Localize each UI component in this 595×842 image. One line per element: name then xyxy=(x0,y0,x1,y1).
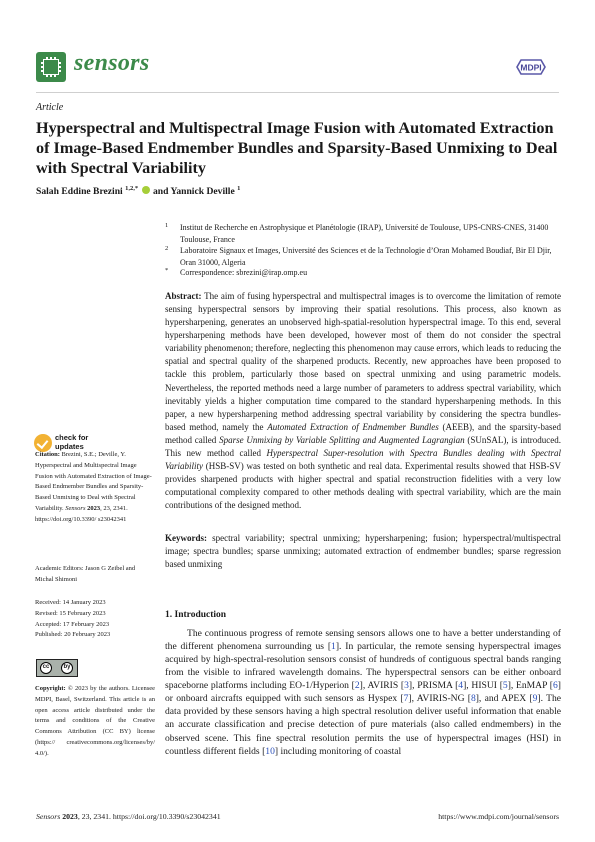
check-updates-line: updates xyxy=(55,441,84,451)
abstract-label: Abstract: xyxy=(165,291,202,301)
publisher-name: MDPI xyxy=(520,62,542,73)
citation-ref[interactable]: 7 xyxy=(403,693,409,705)
keywords-text: spectral variability; spectral unmixing; hypersharpening; fusion; hyperspectral/multispectral image; spectra bundles; sparse unmixing; automated extraction of endmember bundles; sparse regression based unmixing xyxy=(165,533,561,570)
abstract-text: (AEEB), and the sparsity-based method called xyxy=(165,421,562,445)
citation-ref[interactable]: 1 xyxy=(331,641,336,653)
footer-doi[interactable]: , 23, 2341. https://doi.org/10.3390/s23042341 xyxy=(77,812,221,821)
author-line xyxy=(36,185,240,197)
keywords-label: Keywords: xyxy=(165,533,207,543)
abstract-emphasis: Hyperspectral Super-resolution with Spectra Bundles dealing with Spectral Variability xyxy=(165,447,562,472)
author-name[interactable]: Salah Eddine Brezini xyxy=(36,186,123,198)
body-text: ], HISUI [ xyxy=(463,680,503,692)
body-text: ]. The data provided by these sensors having a high spectral resolution deliver useful information that enable an accurate classification and precise detection of pure materials (also called endmembers) in the observed scene. This fine spectral resolution permits the use of hyperspectral images (HSI) in countless different fields [ xyxy=(165,693,561,757)
copyright-text: © 2023 by the authors. Licensee MDPI, Basel, Switzerland. This article is an open access article distributed under the terms and conditions of the Creative Commons Attribution (CC BY) license (https:// creativecommons.org/licenses/by/ 4.0/). xyxy=(35,685,155,757)
check-updates-line: check for xyxy=(55,433,89,442)
body-text: ], PRISMA [ xyxy=(408,680,459,692)
body-text: ], AVIRIS [ xyxy=(359,680,405,692)
article-type: Article xyxy=(36,102,64,113)
accepted-date: Accepted: 17 February 2023 xyxy=(35,620,110,628)
cc-by-license-icon[interactable] xyxy=(36,659,78,677)
citation-label: Citation: xyxy=(35,451,60,458)
footer-citation xyxy=(36,812,221,821)
body-text: ], EnMAP [ xyxy=(507,680,553,692)
body-text: The continuous progress of remote sensing sensors allows one to have a better understanding of the different phenomena surrounding us [ xyxy=(165,628,561,653)
orcid-icon[interactable] xyxy=(142,186,150,194)
footer-journal-url[interactable]: https://www.mdpi.com/journal/sensors xyxy=(438,812,559,821)
citation-ref[interactable]: 4 xyxy=(458,680,464,692)
citation-ref[interactable]: 6 xyxy=(553,680,558,692)
academic-editors: Academic Editors: Jason G Zeibel and Michal Shimoni xyxy=(35,565,136,583)
abstract-text: (HSB-SV) was tested on both synthetic and real data. Experimental results showed that HSB-SV provides sharpened products with higher spectral and spatial reconstruction fidelities with a very low computational complexity compared to other methods dealing with spectral variability, which are the main contributions of the designed method. xyxy=(165,461,561,511)
journal-logo-icon xyxy=(36,52,66,82)
footer-journal: Sensors xyxy=(36,812,61,821)
section-heading: 1. Introduction xyxy=(165,610,227,620)
abstract-text: The aim of fusing hyperspectral and multispectral images is to overcome the limitation of remote sensing hyperspectral sensors by improving their spatial resolutions. This process, also known as hypersharpening, generates an unobserved high-spatial-resolution hyperspectral image. To this end, several hypersharpening methods have been developed, however most of them do not consider the spectral variability phenomenon; therefore, neglecting this phenomenon may cause errors, which leads to reducing the spatial and spectral quality of the sharpened products. Recently, new approaches have been proposed to tackle this problem, particularly those based on spectral unmixing and using parametric models. Nevertheless, the reported methods need a large number of parameters to address spectral variability, which inevitably yields a higher computation time compared to the standard hypersharpening methods. In this paper, a new hypersharpening method addressing spectral variability by considering the spectra bundles-based method, namely the xyxy=(165,291,561,432)
header-divider xyxy=(36,92,559,93)
correspondence-text: Correspondence: sbrezini@irap.omp.eu xyxy=(180,268,308,277)
citation-doi[interactable]: , 23, 2341. https://doi.org/10.3390/ s23042341 xyxy=(35,504,128,523)
revised-date: Revised: 15 February 2023 xyxy=(35,609,106,617)
body-text: ] including monitoring of coastal xyxy=(274,745,402,757)
author-affiliation-marker: 1 xyxy=(237,185,241,192)
abstract-emphasis: Automated Extraction of Endmember Bundles xyxy=(267,421,439,432)
citation-block xyxy=(35,450,155,526)
citation-journal: Sensors xyxy=(65,504,86,512)
journal-name[interactable]: sensors xyxy=(74,50,150,76)
citation-ref[interactable]: 5 xyxy=(502,680,508,692)
citation-ref[interactable]: 2 xyxy=(354,680,360,692)
body-text: ], AVIRIS-NG [ xyxy=(408,693,471,705)
body-text: ], and APEX [ xyxy=(475,693,533,705)
received-date: Received: 14 January 2023 xyxy=(35,599,106,606)
keywords xyxy=(165,532,561,572)
abstract xyxy=(165,290,561,512)
mdpi-logo-icon[interactable] xyxy=(516,59,546,75)
affiliation-number: 1 xyxy=(165,222,169,229)
citation-ref[interactable]: 3 xyxy=(404,680,409,692)
introduction-body xyxy=(165,627,561,758)
citation-ref[interactable]: 10 xyxy=(265,745,275,757)
article-title: Hyperspectral and Multispectral Image Fusion with Automated Extraction of Image-Based Endmember Bundles and Sparsity-Based Unmixing to Deal with Spectral Variability xyxy=(36,119,558,178)
affiliation-text: Laboratoire Signaux et Images, Université des Sciences et de la Technologie d’Oran Mohamed Boudiaf, Bir El Djir, Oran 31000, Algeria xyxy=(180,246,552,267)
copyright-label: Copyright: xyxy=(35,685,66,692)
body-text: ] or onboard aircrafts equipped with such sensors as Hyspex [ xyxy=(165,680,561,705)
author-affiliation-marker: 1,2,* xyxy=(125,185,139,192)
abstract-emphasis: Sparse Unmixing by Variable Splitting and Augmented Lagrangian xyxy=(219,434,465,445)
body-text: ]. In particular, the remote sensing hyperspectral images acquired by high-spectral-resolution sensors consist of hundreds of contiguous spectral bands ranging from the visible to infrared wavelength domains. The hyperspectral sensors can be either onboard spaceborne platforms including EO-1/Hyperion [ xyxy=(165,641,561,692)
cc-icon: cc xyxy=(40,662,52,674)
copyright-notice xyxy=(35,684,155,760)
published-date: Published: 20 February 2023 xyxy=(35,631,111,639)
citation-ref[interactable]: 9 xyxy=(532,693,538,705)
author-name[interactable]: Yannick Deville xyxy=(170,186,235,198)
attribution-icon: by xyxy=(61,662,73,674)
author-conjunction: and xyxy=(152,186,169,198)
abstract-text: (SUnSAL), is introduced. This new method called xyxy=(165,434,562,458)
publication-dates xyxy=(35,598,155,641)
citation-ref[interactable]: 8 xyxy=(470,693,476,705)
citation-text: Brezini, S.E.; Deville, Y. Hyperspectral and Multispectral Image Fusion with Automated Extraction of Image-Based Endmember Bundles and Sparsity-Based Unmixing to Deal with Spectral Variability. xyxy=(35,451,152,512)
check-updates-label xyxy=(55,434,88,451)
affiliation-text: Institut de Recherche en Astrophysique et Planétologie (IRAP), Université de Toulouse, UPS-CNRS-CNES, 31400 Toulouse, France xyxy=(180,223,549,244)
affiliation-number: * xyxy=(165,267,169,274)
citation-year: 2023 xyxy=(87,504,101,512)
affiliation-number: 2 xyxy=(165,245,169,252)
footer-year: 2023 xyxy=(62,812,78,821)
